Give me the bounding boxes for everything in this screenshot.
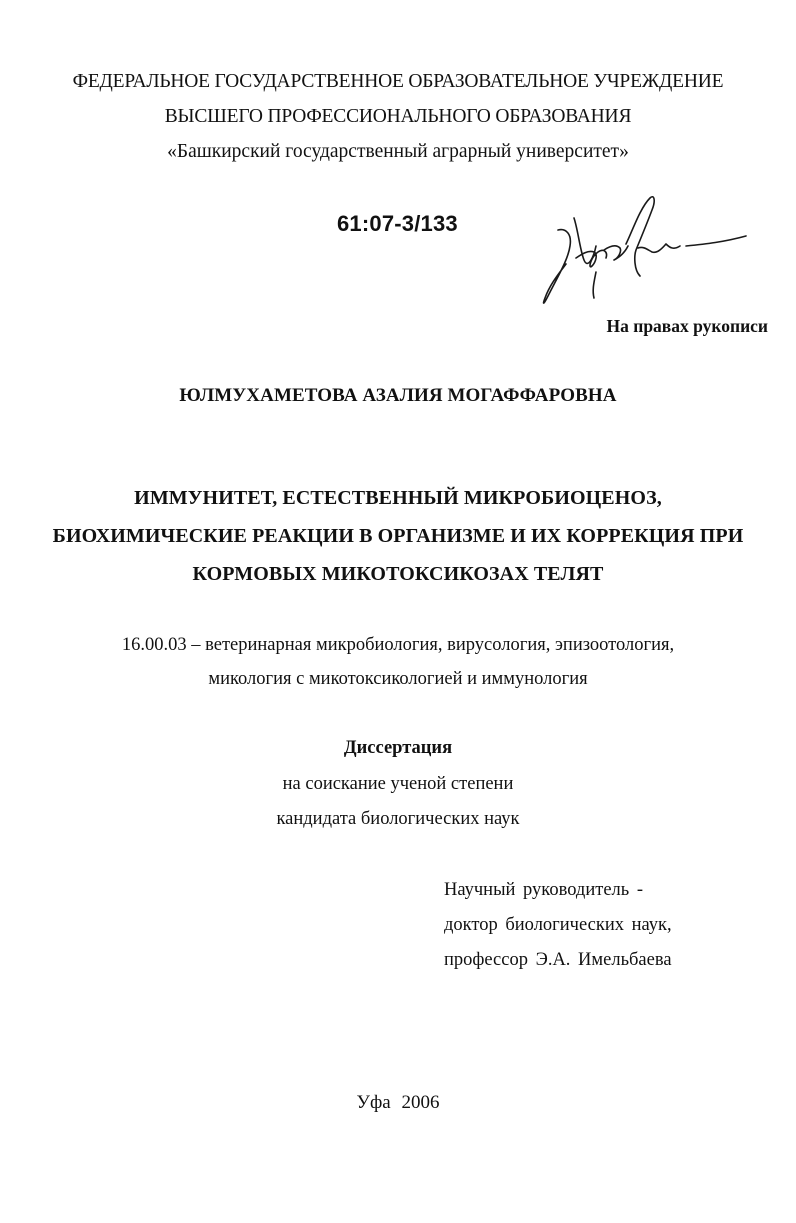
title-line-3: КОРМОВЫХ МИКОТОКСИКОЗАХ ТЕЛЯТ bbox=[192, 563, 604, 585]
advisor-line-1: Научный руководитель - bbox=[444, 880, 643, 900]
institution-line-2: ВЫСШЕГО ПРОФЕССИОНАЛЬНОГО ОБРАЗОВАНИЯ bbox=[164, 106, 632, 127]
title-line-2: БИОХИМИЧЕСКИЕ РЕАКЦИИ В ОРГАНИЗМЕ И ИХ КОРРЕКЦИЯ ПРИ bbox=[52, 525, 744, 547]
degree-line-1: на соискание ученой степени bbox=[282, 774, 514, 794]
place-year: Уфа 2006 bbox=[356, 1092, 440, 1113]
title-line-1: ИММУНИТЕТ, ЕСТЕСТВЕННЫЙ МИКРОБИОЦЕНОЗ, bbox=[134, 487, 662, 509]
handwritten-signature bbox=[536, 188, 751, 308]
degree-line-2: кандидата биологических наук bbox=[276, 809, 520, 829]
dissertation-heading: Диссертация bbox=[343, 738, 453, 758]
advisor-line-3: профессор Э.А. Имельбаева bbox=[444, 950, 672, 970]
author-name: ЮЛМУХАМЕТОВА АЗАЛИЯ МОГАФФАРОВНА bbox=[179, 385, 617, 406]
specialty-line-2: микология с микотоксикологией и иммунология bbox=[208, 669, 588, 689]
advisor-line-2: доктор биологических наук, bbox=[444, 915, 672, 935]
institution-line-1: ФЕДЕРАЛЬНОЕ ГОСУДАРСТВЕННОЕ ОБРАЗОВАТЕЛЬНОЕ УЧРЕЖДЕНИЕ bbox=[72, 71, 724, 92]
catalog-code: 61:07-3/133 bbox=[337, 211, 458, 236]
specialty-line-1: 16.00.03 – ветеринарная микробиология, вирусология, эпизоотология, bbox=[121, 635, 675, 655]
rights-note: На правах рукописи bbox=[606, 316, 768, 336]
institution-name: «Башкирский государственный аграрный университет» bbox=[167, 141, 629, 162]
